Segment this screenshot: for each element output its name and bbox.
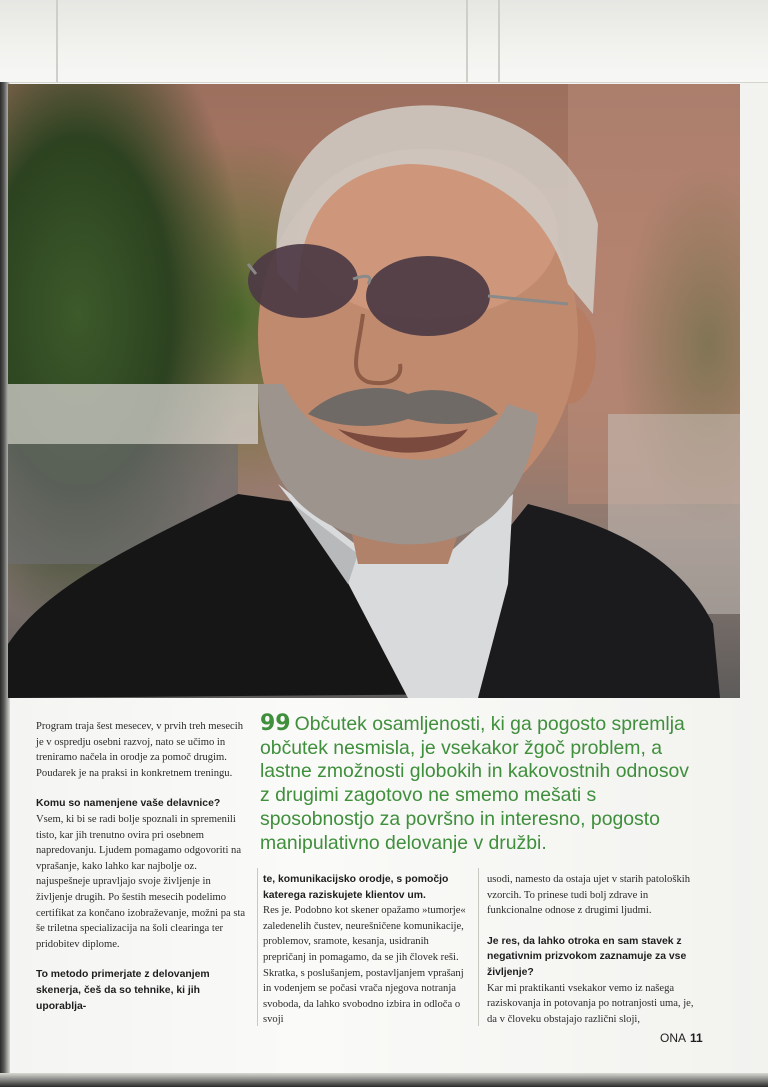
pull-quote-text: Občutek osamljenosti, ki ga pogosto spremlja občutek nesmisla, je vsekakor žgoč problem, a lastne zmožnosti globokih in kakovostnih odnosov z drugimi zagotovo ne smemo mešati s sposobnostjo za površno in interesno, pogosto manipulativno delovanje v družbi.: [260, 713, 689, 854]
article-column-3: [487, 872, 701, 1027]
article-column-2: [263, 872, 471, 1028]
page-number: 11: [690, 1031, 703, 1045]
portrait-illustration: [8, 84, 740, 698]
article-column-1: [36, 719, 248, 1014]
paper-fold-line: [466, 0, 468, 82]
interview-question: te, komunikacijsko orodje, s pomočjo katerega raziskujete klientov um.: [263, 874, 449, 901]
interview-question: Komu so namenjene vaše delavnice?: [36, 798, 221, 810]
page-footer: [660, 1031, 703, 1045]
scan-bottom-edge: [0, 1073, 768, 1087]
paper-fold-line: [56, 0, 58, 82]
pull-quote: [260, 712, 700, 855]
paragraph: Res je. Podobno kot skener opažamo »tumorje« zaledenelih čustev, neurešničene komunikacije, problemov, sramote, kesanja, usidranih prepričanj in pomagamo, da se jih človek reši. Skratka, s poslušanjem, postavljanjem vprašanj in vodenjem se počasi vrača njegova notranja svoboda, da lahko svobodno izbira in odloča o svoji: [263, 905, 466, 1026]
quote-mark-icon: 99: [260, 711, 291, 736]
paragraph: Vsem, ki bi se radi bolje spoznali in spremenili tisto, kar jih trenutno ovira pri osebnem napredovanju. Ljudem pomagamo odgovoriti na vprašanje, kako lahko kar najbolje oz. najuspešneje upravljajo svoje življenje in življenje drugih. Po šestih mesecih podelimo certifikat za končano izobraževanje, možni pa sta še triletna specializacija na šoli clearinga ter pridobitev diplome.: [36, 813, 246, 950]
portrait-photo: [8, 84, 740, 698]
column-divider: [257, 868, 258, 1026]
paragraph: Program traja šest mesecev, v prvih treh mesecih je v ospredju osebni razvoj, nato se učimo in treniramo načela in orodje za pomoč drugim. Poudarek je na praksi in konkretnem treningu.: [36, 721, 243, 779]
paragraph: usodi, namesto da ostaja ujet v starih patoloških vzorcih. To prinese tudi bolj zdrave in funkcionalne odnose z drugimi ljudmi.: [487, 874, 691, 917]
magazine-name: ONA: [660, 1031, 687, 1045]
paragraph: Kar mi praktikanti vsekakor vemo iz našega raziskovanja in potovanja po notranjosti uma, je, da v človeku obstajajo različni sloji,: [487, 982, 694, 1025]
interview-question: To metodo primerjate z delovanjem skenerja, češ da so tehnike, ki jih uporablja-: [36, 969, 210, 1012]
column-divider: [478, 868, 479, 1026]
interview-question: Je res, da lahko otroka en sam stavek z negativnim prizvokom zaznamuje za vse življenje?: [487, 935, 687, 978]
scan-top-margin: [0, 0, 768, 83]
paper-fold-line: [498, 0, 500, 82]
